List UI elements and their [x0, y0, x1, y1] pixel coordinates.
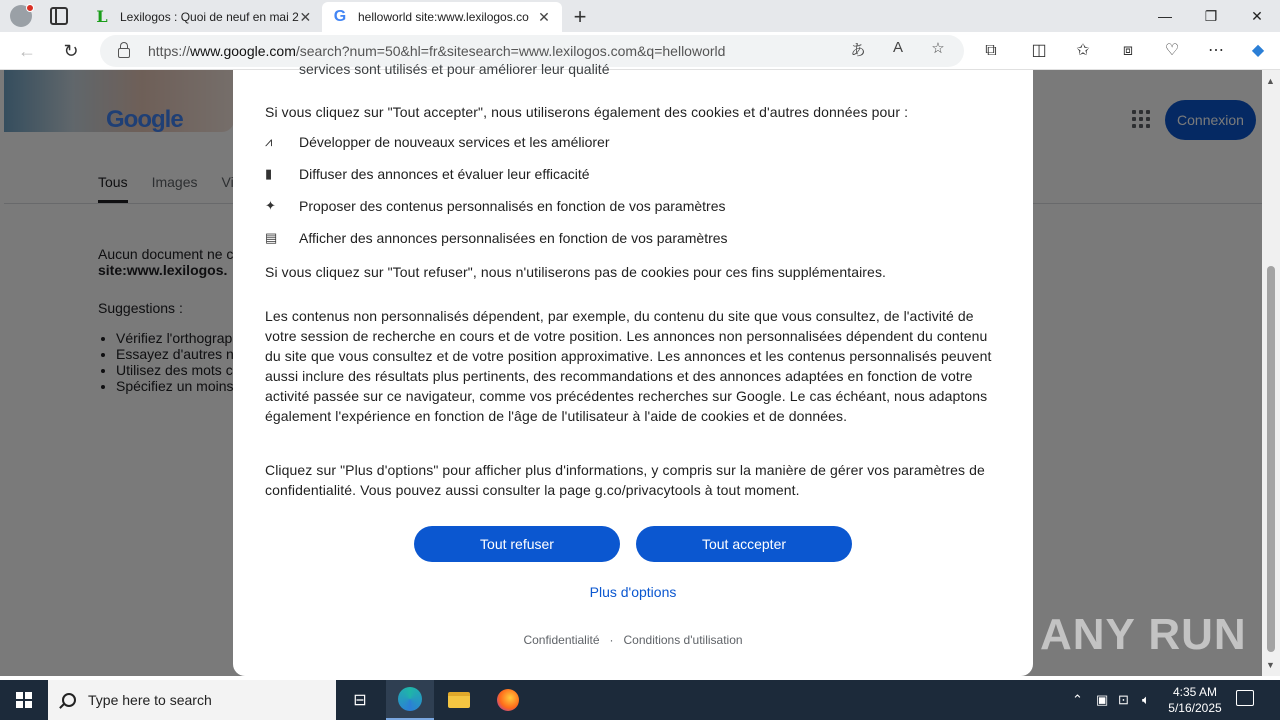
- tab-title: helloworld site:www.lexilogos.co: [358, 10, 529, 24]
- taskbar-search[interactable]: [48, 680, 336, 720]
- task-view-icon[interactable]: ⊟: [353, 692, 367, 709]
- google-favicon-icon: G: [333, 8, 347, 25]
- notifications-icon[interactable]: [1236, 690, 1254, 706]
- read-aloud-icon[interactable]: A: [892, 39, 903, 56]
- accept-all-button[interactable]: Tout accepter: [636, 526, 852, 562]
- refuse-all-button[interactable]: Tout refuser: [414, 526, 620, 562]
- translate-icon[interactable]: あ: [850, 42, 866, 59]
- bar-chart-icon: ▮: [265, 166, 273, 181]
- extensions-icon[interactable]: ⧉: [985, 42, 997, 59]
- search-icon: [62, 693, 76, 707]
- tab-lexilogos[interactable]: [84, 2, 322, 32]
- details-text: Les contenus non personnalisés dépendent, par exemple, du contenu du site que vous consultez, de l'activité de votre session de recherche en cours et de votre position. Les annonces non personnalisées dépendent du contenu du site que vous consultez et de votre position approximative. Les annonces et les contenus personnalisés peuvent aussi inclure des résultats plus pertinents, des recommandations et des annonces adaptées en fonction de votre activité passée sur ce navigateur, comme vos précédentes recherches sur Google. Le cas échéant, nous adaptons également l'expérience en fonction de l'âge de l'utilisateur à l'aide de cookies et de données.: [265, 308, 992, 424]
- trend-icon: ⩘: [265, 134, 273, 149]
- clipped-text: services sont utilisés et pour améliorer leur qualité: [299, 61, 610, 77]
- tray-device-icon[interactable]: ▣: [1096, 692, 1109, 707]
- url-text: https://www.google.com/search?num=50&hl=fr&sitesearch=www.lexilogos.com&q=helloworld: [148, 43, 726, 59]
- edge-taskbar-button[interactable]: [386, 680, 434, 720]
- scrollbar-thumb[interactable]: [1267, 266, 1275, 652]
- accept-intro-text: Si vous cliquez sur "Tout accepter", nous utiliserons également des cookies et d'autres données pour :: [265, 104, 909, 120]
- windows-taskbar: [0, 680, 1280, 720]
- favorite-star-icon[interactable]: ☆: [931, 40, 945, 57]
- more-options-link[interactable]: Plus d'options: [589, 584, 677, 600]
- navigation-bar: [0, 32, 1280, 70]
- close-tab-icon[interactable]: ✕: [538, 8, 550, 25]
- tab-google-search[interactable]: [322, 2, 562, 32]
- start-button[interactable]: [0, 680, 48, 720]
- minimize-icon[interactable]: —: [1158, 8, 1172, 24]
- tab-actions-icon[interactable]: [50, 7, 68, 25]
- dialog-footer: [233, 633, 1033, 647]
- folder-icon: [448, 692, 470, 708]
- tray-chevron-icon[interactable]: ⌃: [1072, 692, 1083, 707]
- edge-icon: [398, 687, 422, 711]
- anyrun-watermark: ANY RUN: [1040, 610, 1247, 659]
- refresh-icon[interactable]: ↻: [63, 40, 79, 61]
- new-tab-button[interactable]: +: [573, 4, 587, 29]
- firefox-icon: [497, 689, 519, 711]
- windows-logo-icon: [16, 692, 32, 708]
- split-screen-icon[interactable]: ◫: [1031, 42, 1047, 59]
- close-tab-icon[interactable]: ✕: [299, 8, 312, 25]
- profile-avatar[interactable]: [10, 5, 32, 27]
- separator-dot: ·: [609, 633, 614, 647]
- list-item: ▮ Diffuser des annonces et évaluer leur efficacité: [265, 166, 590, 182]
- volume-icon[interactable]: 🔈︎: [1142, 692, 1150, 707]
- scroll-up-icon[interactable]: ▲: [1266, 76, 1275, 86]
- tab-strip: [0, 0, 1280, 32]
- file-explorer-button[interactable]: [435, 680, 483, 720]
- favorites-icon[interactable]: ✩: [1076, 42, 1090, 59]
- browser-essentials-icon[interactable]: ♡: [1164, 42, 1180, 59]
- notification-dot: [26, 4, 34, 12]
- search-placeholder: Type here to search: [88, 692, 212, 708]
- cookie-consent-dialog: [233, 61, 1033, 676]
- ad-icon: ▤: [265, 230, 278, 245]
- more-info-text: Cliquez sur "Plus d'options" pour afficher plus d'informations, y compris sur la manière de gérer vos paramètres de confidentialité. Vous pouvez aussi consulter la page g.co/privacytools à tout moment.: [265, 462, 985, 498]
- list-item: ✦ Proposer des contenus personnalisés en fonction de vos paramètres: [265, 198, 726, 214]
- refuse-intro-text: Si vous cliquez sur "Tout refuser", nous n'utiliserons pas de cookies pour ces fins supplémentaires.: [265, 264, 887, 280]
- list-item: ⩘ Développer de nouveaux services et les améliorer: [265, 134, 610, 150]
- lexilogos-favicon-icon: L: [96, 7, 108, 26]
- firefox-button[interactable]: [484, 680, 532, 720]
- list-item: ▤ Afficher des annonces personnalisées en fonction de vos paramètres: [265, 230, 728, 246]
- collections-icon[interactable]: ⧈: [1122, 42, 1134, 59]
- back-arrow-icon[interactable]: ←: [18, 40, 36, 61]
- lock-icon[interactable]: [118, 48, 130, 58]
- sparkle-icon: ✦: [265, 198, 276, 213]
- close-window-icon[interactable]: ✕: [1251, 7, 1263, 24]
- page-scrollbar[interactable]: [1262, 70, 1280, 676]
- tab-title: Lexilogos : Quoi de neuf en mai 2: [120, 10, 299, 24]
- more-menu-icon[interactable]: ⋯: [1208, 42, 1224, 59]
- clock[interactable]: 4:35 AM 5/16/2025: [1168, 685, 1222, 715]
- terms-link[interactable]: Conditions d'utilisation: [623, 633, 743, 647]
- copilot-icon[interactable]: ◆: [1251, 42, 1265, 59]
- privacy-link[interactable]: Confidentialité: [523, 633, 600, 647]
- restore-icon[interactable]: ❐: [1204, 7, 1218, 24]
- scroll-down-icon[interactable]: ▼: [1266, 660, 1275, 670]
- network-icon[interactable]: ⊡: [1118, 692, 1129, 707]
